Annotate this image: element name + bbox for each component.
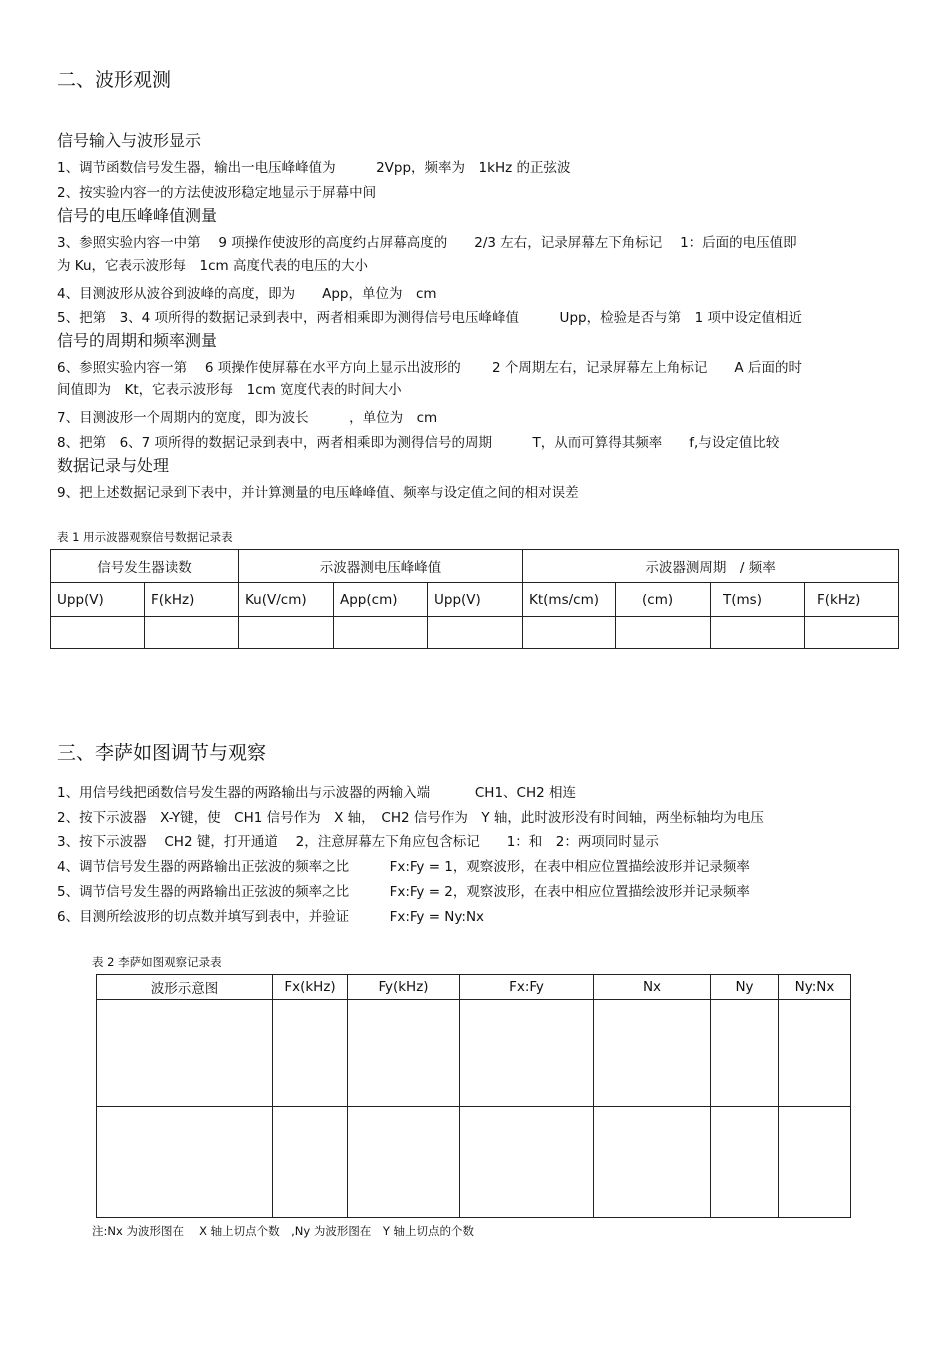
table1-cell[interactable]	[428, 617, 523, 649]
table1-cell[interactable]	[51, 617, 145, 649]
table1	[50, 549, 899, 649]
step-9: 9、把上述数据记录到下表中，并计算测量的电压峰峰值、频率与设定值之间的相对误差	[57, 485, 579, 501]
table2-cell[interactable]	[594, 1000, 711, 1107]
table1-cell[interactable]	[711, 617, 805, 649]
table2-header: Nx	[594, 975, 711, 1000]
table1-cell[interactable]	[145, 617, 239, 649]
section2-title: 二、波形观测	[57, 69, 172, 91]
table1-header: Kt(ms/cm)	[523, 583, 616, 617]
table2	[96, 974, 851, 1218]
table2-header: Ny	[711, 975, 779, 1000]
table2-cell[interactable]	[594, 1107, 711, 1218]
table2-cell[interactable]	[711, 1000, 779, 1107]
section3-title: 三、李萨如图调节与观察	[57, 742, 267, 764]
s3-step-5: 5、调节信号发生器的两路输出正弦波的频率之比 Fx:Fy = 2，观察波形，在表中相应位置描绘波形并记录频率	[57, 884, 750, 900]
table1-cell[interactable]	[805, 617, 899, 649]
s3-step-6: 6、目测所绘波形的切点数并填写到表中，并验证 Fx:Fy = Ny:Nx	[57, 909, 485, 925]
table2-cell-waveform[interactable]	[97, 1000, 273, 1107]
table2-cell[interactable]	[711, 1107, 779, 1218]
table2-cell[interactable]	[273, 1000, 348, 1107]
subheading-period: 信号的周期和频率测量	[57, 331, 218, 350]
subheading-voltage: 信号的电压峰峰值测量	[57, 206, 218, 225]
table2-cell[interactable]	[460, 1000, 594, 1107]
step-5: 5、把第 3、4 项所得的数据记录到表中，两者相乘即为测得信号电压峰峰值 Upp，检验是否与第 1 项中设定值相近	[57, 310, 802, 326]
table2-cell[interactable]	[348, 1000, 460, 1107]
step-7: 7、目测波形一个周期内的宽度，即为波长 ，单位为 cm	[57, 410, 438, 426]
table1-caption: 表 1 用示波器观察信号数据记录表	[57, 530, 233, 544]
table1-header: F(kHz)	[805, 583, 899, 617]
step-6-line2: 间值即为 Kt，它表示波形每 1cm 宽度代表的时间大小	[57, 382, 402, 398]
table2-cell-waveform[interactable]	[97, 1107, 273, 1218]
table2-cell[interactable]	[460, 1107, 594, 1218]
table2-header: Fy(kHz)	[348, 975, 460, 1000]
s3-step-2: 2、按下示波器 X-Y键，使 CH1 信号作为 X 轴， CH2 信号作为 Y 轴，此时波形没有时间轴，两坐标轴均为电压	[57, 810, 764, 826]
table2-cell[interactable]	[779, 1000, 851, 1107]
table1-group-voltage: 示波器测电压峰峰值	[239, 550, 523, 583]
table1-header: F(kHz)	[145, 583, 239, 617]
step-8: 8、把第 6、7 项所得的数据记录到表中，两者相乘即为测得信号的周期 T，从而可算得其频率 f,与设定值比较	[57, 435, 780, 451]
table2-caption: 表 2 李萨如图观察记录表	[92, 955, 222, 969]
table2-cell[interactable]	[273, 1107, 348, 1218]
table2-cell[interactable]	[348, 1107, 460, 1218]
table2-header: Fx:Fy	[460, 975, 594, 1000]
table2-note: 注:Nx 为波形图在 X 轴上切点个数 ,Ny 为波形图在 Y 轴上切点的个数	[92, 1224, 475, 1238]
s3-step-4: 4、调节信号发生器的两路输出正弦波的频率之比 Fx:Fy = 1，观察波形，在表中相应位置描绘波形并记录频率	[57, 859, 750, 875]
table2-cell[interactable]	[779, 1107, 851, 1218]
table1-cell[interactable]	[523, 617, 616, 649]
table1-cell[interactable]	[239, 617, 334, 649]
subheading-data: 数据记录与处理	[57, 456, 170, 475]
table1-group-period: 示波器测周期 / 频率	[523, 550, 899, 583]
table2-header: 波形示意图	[97, 975, 273, 1000]
step-2: 2、按实验内容一的方法使波形稳定地显示于屏幕中间	[57, 185, 377, 201]
table1-header: App(cm)	[334, 583, 428, 617]
table2-header: Fx(kHz)	[273, 975, 348, 1000]
table1-header: Ku(V/cm)	[239, 583, 334, 617]
table1-header: T(ms)	[711, 583, 805, 617]
step-4: 4、目测波形从波谷到波峰的高度，即为 App，单位为 cm	[57, 286, 437, 302]
step-6-line1: 6、参照实验内容一第 6 项操作使屏幕在水平方向上显示出波形的 2 个周期左右，记录屏幕左上角标记 A 后面的时	[57, 360, 802, 376]
s3-step-1: 1、用信号线把函数信号发生器的两路输出与示波器的两输入端 CH1、CH2 相连	[57, 785, 577, 801]
subheading-signal-input: 信号输入与波形显示	[57, 131, 202, 150]
s3-step-3: 3、按下示波器 CH2 键，打开通道 2，注意屏幕左下角应包含标记 1：和 2：两项同时显示	[57, 834, 659, 850]
table1-cell[interactable]	[334, 617, 428, 649]
step-1: 1、调节函数信号发生器，输出一电压峰峰值为 2Vpp，频率为 1kHz 的正弦波	[57, 160, 571, 176]
table1-group-generator: 信号发生器读数	[51, 550, 239, 583]
table1-header: Upp(V)	[428, 583, 523, 617]
table2-header: Ny:Nx	[779, 975, 851, 1000]
table1-header: (cm)	[616, 583, 711, 617]
step-3-line2: 为 Ku，它表示波形每 1cm 高度代表的电压的大小	[57, 258, 368, 274]
step-3-line1: 3、参照实验内容一中第 9 项操作使波形的高度约占屏幕高度的 2/3 左右，记录屏幕左下角标记 1：后面的电压值即	[57, 235, 797, 251]
table1-cell[interactable]	[616, 617, 711, 649]
table1-header: Upp(V)	[51, 583, 145, 617]
